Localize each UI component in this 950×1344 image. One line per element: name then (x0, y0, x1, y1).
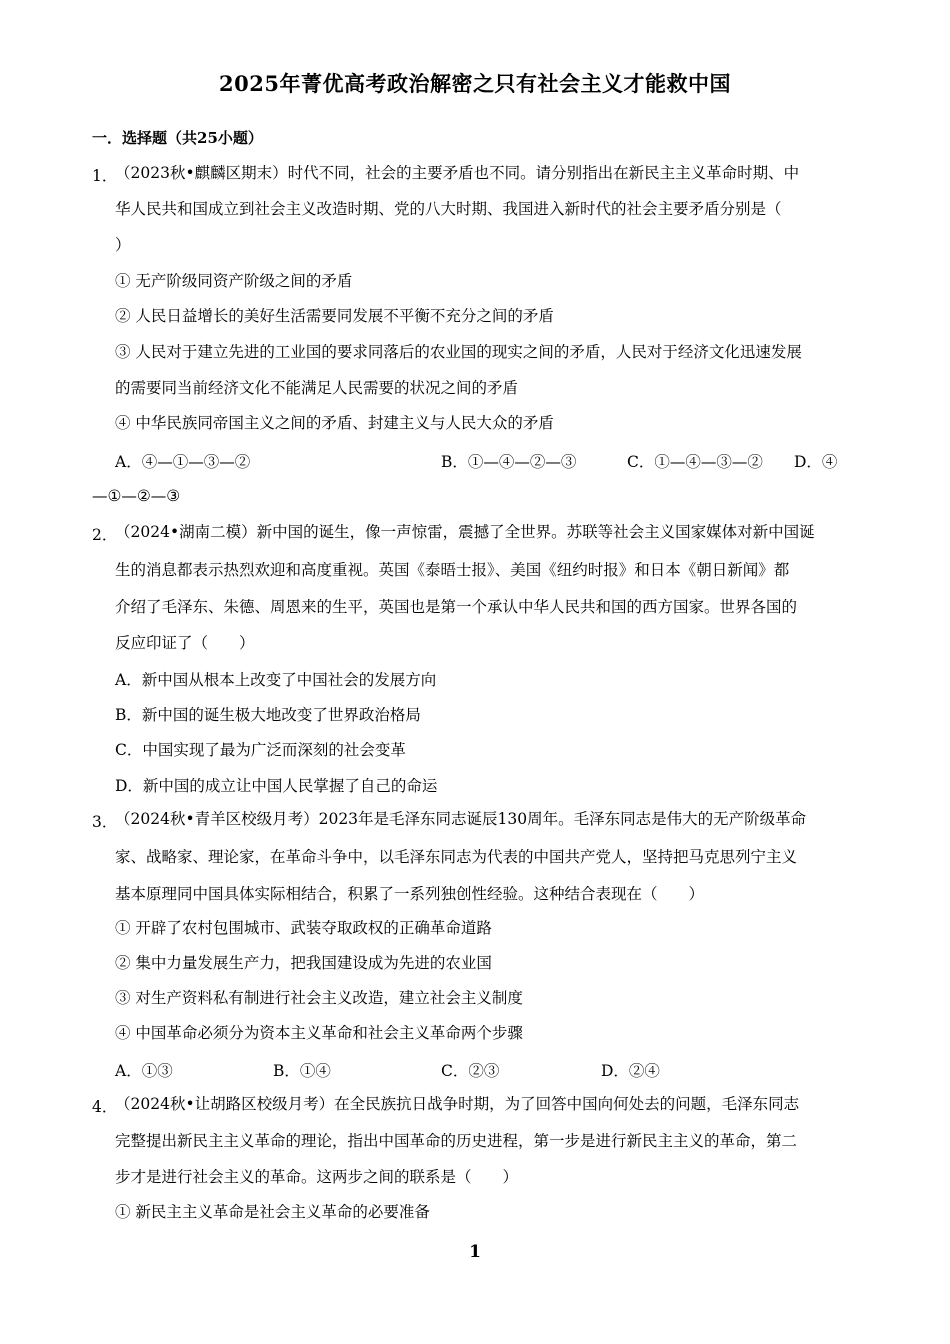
question-statement: ① 开辟了农村包围城市、武装夺取政权的正确革命道路 (115, 919, 492, 937)
section-heading: 一．选择题（共25小题） (92, 129, 263, 147)
question-number: 1． (92, 167, 118, 185)
question-text-line: 生的消息都表示热烈欢迎和高度重视。英国《泰晤士报》、美国《纽约时报》和日本《朝日新闻》都 (115, 561, 790, 579)
question-number: 3． (92, 813, 118, 831)
question-statement: ① 新民主主义革命是社会主义革命的必要准备 (115, 1203, 430, 1221)
option-a: A．④—①—③—② (115, 453, 251, 471)
question-statement: ④ 中国革命必须分为资本主义革命和社会主义革命两个步骤 (115, 1024, 523, 1042)
question-text-line: 完整提出新民主主义革命的理论，指出中国革命的历史进程，第一步是进行新民主主义的革命，第二 (115, 1132, 798, 1150)
question-text-line: 步才是进行社会主义的革命。这两步之间的联系是（ ） (115, 1168, 519, 1186)
question-statement: ② 人民日益增长的美好生活需要同发展不平衡不充分之间的矛盾 (115, 307, 554, 325)
question-number: 4． (92, 1098, 118, 1116)
question-number: 2． (92, 526, 118, 544)
question-text-line: （2024•湖南二模）新中国的诞生，像一声惊雷，震撼了全世界。苏联等社会主义国家媒体对新中国诞 (115, 523, 815, 541)
question-statement: ① 无产阶级同资产阶级之间的矛盾 (115, 272, 353, 290)
option-b: B．①—④—②—③ (441, 453, 577, 471)
option-a: A．新中国从根本上改变了中国社会的发展方向 (115, 671, 437, 689)
question-text-line: 基本原理同中国具体实际相结合，积累了一系列独创性经验。这种结合表现在（ ） (115, 885, 705, 903)
question-text-line: 反应印证了（ ） (115, 634, 255, 652)
option-d-continuation: —①—②—③ (92, 487, 181, 505)
option-c: C．②③ (441, 1062, 500, 1080)
option-b: B．新中国的诞生极大地改变了世界政治格局 (115, 706, 421, 724)
option-d: D．新中国的成立让中国人民掌握了自己的命运 (115, 777, 438, 795)
question-statement: ③ 人民对于建立先进的工业国的要求同落后的农业国的现实之间的矛盾，人民对于经济文化迅速发展 (115, 343, 802, 361)
option-d: D．④ (794, 453, 838, 471)
option-c: C．①—④—③—② (627, 453, 763, 471)
question-text-line: 华人民共和国成立到社会主义改造时期、党的八大时期、我国进入新时代的社会主要矛盾分别是（ (115, 200, 782, 218)
question-text-line: （2024秋•让胡路区校级月考）在全民族抗日战争时期，为了回答中国向何处去的问题，毛泽东同志 (115, 1095, 800, 1113)
question-statement: ③ 对生产资料私有制进行社会主义改造，建立社会主义制度 (115, 989, 523, 1007)
question-statement: ④ 中华民族同帝国主义之间的矛盾、封建主义与人民大众的矛盾 (115, 414, 554, 432)
question-text-line: （2023秋•麒麟区期末）时代不同，社会的主要矛盾也不同。请分别指出在新民主主义革命时期、中 (115, 164, 800, 182)
option-a: A．①③ (115, 1062, 173, 1080)
question-statement: 的需要同当前经济文化不能满足人民需要的状况之间的矛盾 (115, 379, 519, 397)
question-text-line: 家、战略家、理论家，在革命斗争中，以毛泽东同志为代表的中国共产党人，坚持把马克思列宁主义 (115, 848, 798, 866)
option-c: C．中国实现了最为广泛而深刻的社会变革 (115, 741, 406, 759)
question-text-line: （2024秋•青羊区校级月考）2023年是毛泽东同志诞辰130周年。毛泽东同志是伟大的无产阶级革命 (115, 810, 807, 828)
question-text-line: ） (115, 236, 131, 254)
question-text-line: 介绍了毛泽东、朱德、周恩来的生平，英国也是第一个承认中华人民共和国的西方国家。世界各国的 (115, 598, 798, 616)
question-statement: ② 集中力量发展生产力，把我国建设成为先进的农业国 (115, 954, 492, 972)
option-d: D．②④ (601, 1062, 660, 1080)
option-b: B．①④ (273, 1062, 331, 1080)
page-title: 2025年菁优高考政治解密之只有社会主义才能救中国 (219, 71, 731, 96)
page-number: 1 (469, 1242, 481, 1262)
